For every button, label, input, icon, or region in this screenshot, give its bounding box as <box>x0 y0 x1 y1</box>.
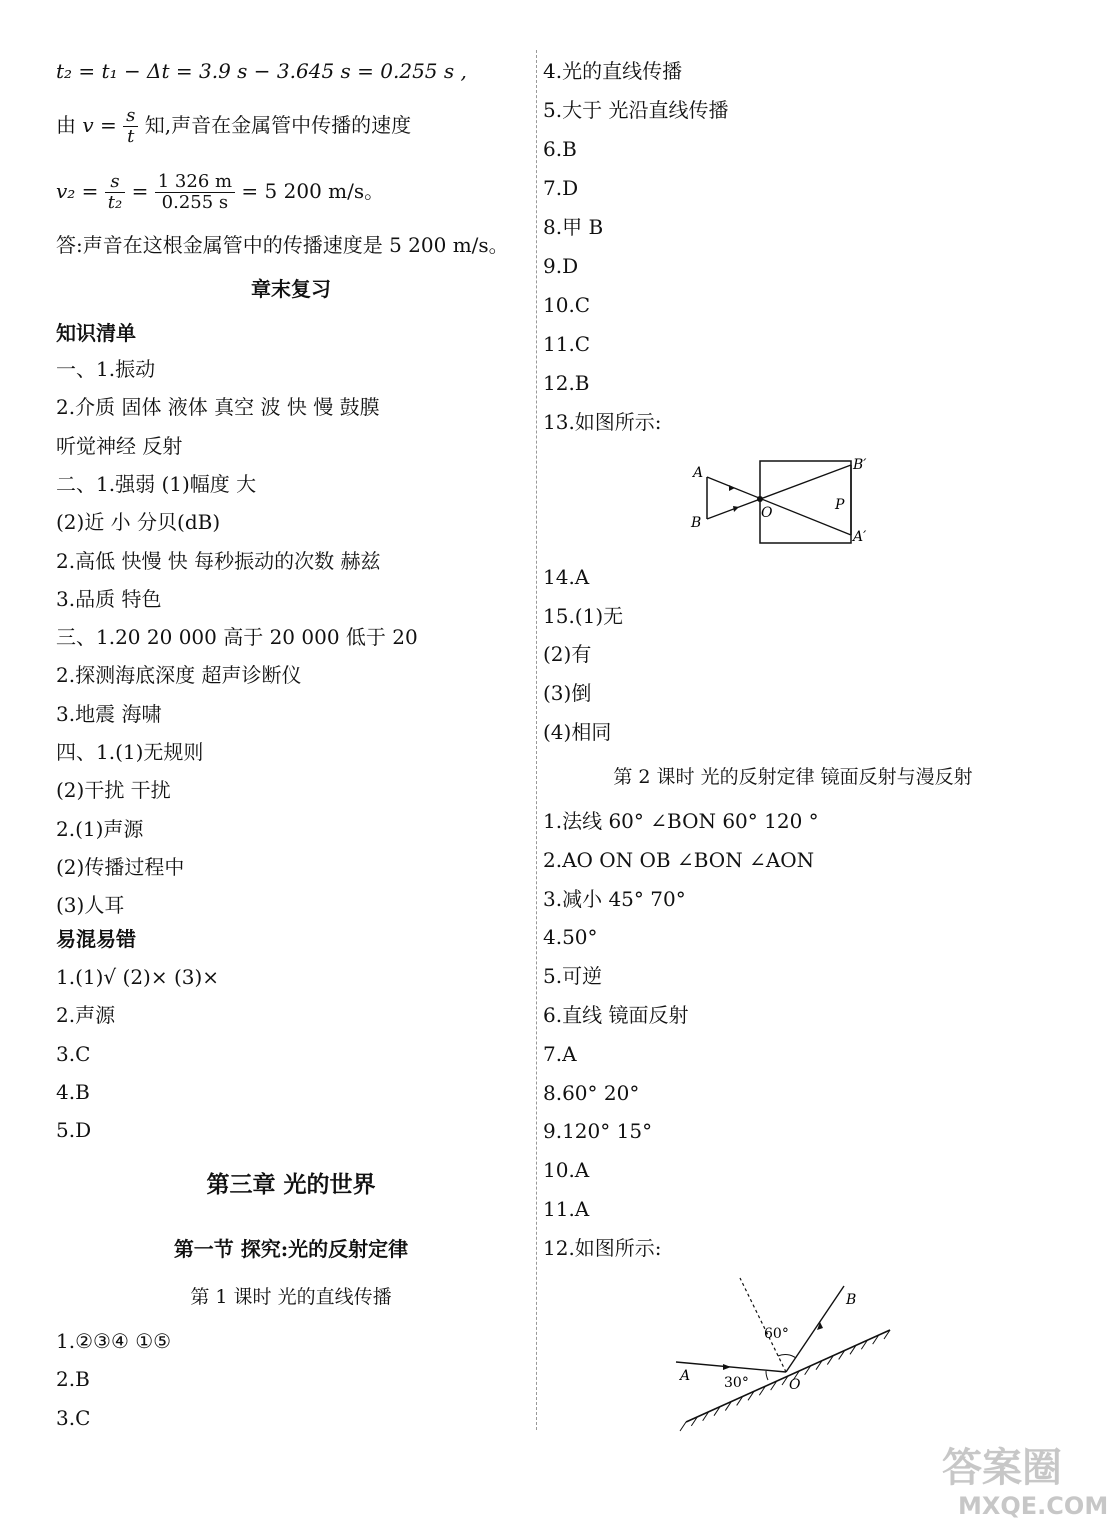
answer-line: 2.声源 <box>56 1003 116 1028</box>
answer-line: 4.光的直线传播 <box>543 59 683 83</box>
lesson-2-title: 第 2 课时 光的反射定律 镜面反射与漫反射 <box>613 766 973 788</box>
answer-line: 答:声音在这根金属管中的传播速度是 5 200 m/s。 <box>56 233 509 257</box>
answer-line: 11.C <box>543 332 591 356</box>
fig1-label-a: A <box>693 465 704 481</box>
fig1-label-p: P <box>835 497 845 513</box>
answer-line: 3.品质 特色 <box>56 586 162 611</box>
angle-arc-30 <box>766 1371 768 1380</box>
answer-line: 8.甲 B <box>543 215 604 239</box>
answer-line: 15.(1)无 <box>543 603 624 628</box>
formula-3-den1: t₂ <box>107 192 123 213</box>
review-title: 章末复习 <box>251 277 331 301</box>
answer-line: 10.A <box>543 1158 590 1183</box>
fig2-label-60: 60° <box>764 1326 789 1342</box>
answer-line: 一、1.振动 <box>56 357 156 381</box>
answer-line: 2.介质 固体 液体 真空 波 快 慢 鼓膜 <box>56 395 380 420</box>
formula-3-fraction-2 <box>155 172 235 213</box>
answer-line: 1.②③④ ①⑤ <box>56 1329 172 1353</box>
angle-arc-60 <box>778 1354 796 1358</box>
answer-line: (2)近 小 分贝(dB) <box>56 510 221 535</box>
answer-line: 9.120° 15° <box>543 1119 653 1144</box>
answer-line: 2.(1)声源 <box>56 816 144 841</box>
chapter-title: 第三章 光的世界 <box>206 1171 376 1198</box>
answer-line: 2.高低 快慢 快 每秒振动的次数 赫兹 <box>56 548 381 573</box>
answer-line: 13.如图所示: <box>543 410 662 434</box>
ray-a <box>707 477 851 535</box>
formula-3-num1: s <box>105 172 125 193</box>
answer-line: 6.B <box>543 137 577 161</box>
fig1-label-o: O <box>761 505 773 521</box>
fig1-label-b: B <box>691 515 702 531</box>
answer-line: 6.直线 镜面反射 <box>543 1003 689 1027</box>
answer-line: 4.B <box>56 1079 90 1104</box>
answer-line: (2)传播过程中 <box>56 854 185 879</box>
reflection-diagram <box>668 1272 898 1432</box>
answer-line: (4)相同 <box>543 719 612 744</box>
reflected-arrow <box>817 1322 823 1330</box>
confuse-title: 易混易错 <box>56 927 136 951</box>
answer-line: 三、1.20 20 000 高于 20 000 低于 20 <box>56 625 418 650</box>
answer-line: 二、1.强弱 (1)幅度 大 <box>56 471 257 496</box>
answer-line: 3.地震 海啸 <box>56 701 162 726</box>
ray-b <box>707 465 851 519</box>
reflected-ray <box>786 1286 844 1372</box>
answer-line: 7.D <box>543 176 579 200</box>
answer-line: 3.减小 45° 70° <box>543 886 686 911</box>
answer-line: (3)人耳 <box>56 893 125 918</box>
answer-line: 12.B <box>543 371 590 395</box>
fig2-label-o: O <box>789 1377 801 1393</box>
answer-line: 3.C <box>56 1041 91 1066</box>
answer-line: 7.A <box>543 1041 577 1066</box>
answer-line: 2.B <box>56 1367 90 1392</box>
answer-line: (3)倒 <box>543 681 592 706</box>
answer-line: 5.D <box>56 1118 92 1143</box>
answer-line: 四、1.(1)无规则 <box>56 740 204 764</box>
answer-line: 9.D <box>543 254 579 278</box>
answer-line: 8.60° 20° <box>543 1080 640 1105</box>
answer-line: 2.AO ON OB ∠BON ∠AON <box>543 847 815 872</box>
knowledge-title: 知识清单 <box>56 321 136 345</box>
fig2-label-b: B <box>846 1292 857 1308</box>
formula-2-suffix: 知,声音在金属管中传播的速度 <box>144 113 412 137</box>
formula-line-1: t₂ = t₁ − Δt = 3.9 s − 3.645 s = 0.255 s , <box>56 59 467 83</box>
answer-line: 4.50° <box>543 925 598 950</box>
answer-line: (2)有 <box>543 642 592 667</box>
answer-line: 3.C <box>56 1405 91 1430</box>
mirror-hatching <box>680 1330 890 1431</box>
fig2-label-a: A <box>680 1368 691 1384</box>
answer-line: 1.(1)√ (2)× (3)× <box>56 965 220 989</box>
formula-3-v: v₂ = <box>56 179 99 203</box>
answer-line: 14.A <box>543 565 590 589</box>
pinhole-diagram <box>683 455 883 550</box>
formula-3-result: = 5 200 m/s。 <box>241 179 385 203</box>
normal-line <box>740 1278 786 1372</box>
formula-line-2 <box>56 106 411 147</box>
column-divider <box>536 50 537 1430</box>
watermark-logo: 答案圈 <box>942 1445 1062 1491</box>
formula-2-fraction <box>123 106 138 147</box>
formula-3-den2: 0.255 s <box>161 192 229 213</box>
formula-line-3 <box>56 172 384 213</box>
fig2-label-30: 30° <box>724 1375 749 1391</box>
pinhole-dot <box>757 496 763 502</box>
incident-arrow <box>723 1364 731 1370</box>
formula-3-fraction-1 <box>105 172 125 213</box>
formula-2-num: s <box>123 106 138 127</box>
answer-line: 5.可逆 <box>543 964 603 989</box>
formula-2-prefix: 由 <box>56 113 76 137</box>
watermark-url: MXQE.COM <box>958 1492 1108 1520</box>
formula-3-eq: = <box>131 179 149 203</box>
arrow-b <box>733 506 739 512</box>
fig1-label-a-prime: A′ <box>853 529 867 545</box>
answer-line: 2.探测海底深度 超声诊断仪 <box>56 663 302 688</box>
section-title: 第一节 探究:光的反射定律 <box>173 1237 409 1261</box>
hatch-mark <box>680 1422 686 1431</box>
lesson-1-title: 第 1 课时 光的直线传播 <box>190 1286 392 1308</box>
formula-2-v: v = <box>82 113 117 137</box>
answer-line: 听觉神经 反射 <box>56 433 183 458</box>
answer-line: 5.大于 光沿直线传播 <box>543 98 729 122</box>
answer-line: 11.A <box>543 1197 590 1221</box>
answer-line: 1.法线 60° ∠BON 60° 120 ° <box>543 809 819 833</box>
answer-line: 12.如图所示: <box>543 1235 662 1260</box>
arrow-a <box>729 485 735 491</box>
formula-2-den: t <box>127 126 135 147</box>
fig1-label-b-prime: B′ <box>853 457 867 473</box>
answer-line: 10.C <box>543 293 591 317</box>
formula-3-num2: 1 326 m <box>155 172 235 193</box>
answer-line: (2)干扰 干扰 <box>56 778 171 803</box>
